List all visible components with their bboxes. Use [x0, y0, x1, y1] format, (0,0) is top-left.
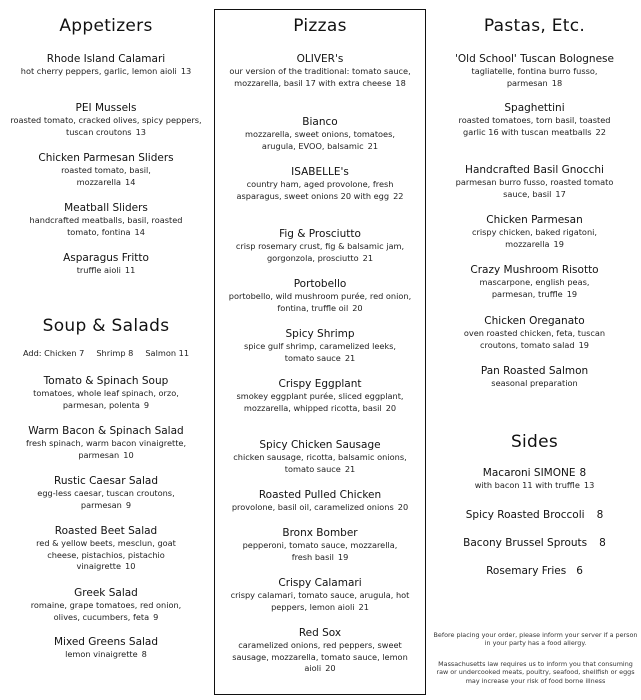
item-name: Greek Salad — [74, 587, 138, 599]
item-price: 19 — [566, 288, 578, 299]
item-price: 19 — [337, 551, 349, 562]
menu-item — [0, 53, 212, 78]
menu-item — [215, 527, 425, 563]
menu-item — [215, 439, 425, 475]
pizzas-heading: Pizzas — [293, 16, 347, 36]
item-name: Chicken Parmesan — [486, 214, 583, 226]
item-price: 19 — [578, 339, 589, 350]
item-price: 14 — [124, 176, 136, 187]
item-name: Red Sox — [298, 627, 342, 639]
item-price: 8 — [141, 649, 147, 659]
item-price: 18 — [395, 77, 406, 88]
menu-item — [0, 202, 212, 238]
appetizers-heading: Appetizers — [59, 16, 153, 36]
menu-item — [428, 102, 641, 138]
item-description: romaine, grape tomatoes, red onion, olives, cucumbers, feta 9 — [30, 600, 182, 622]
item-price: 21 — [344, 352, 356, 363]
menu-item — [428, 365, 641, 390]
pizzas-column — [214, 9, 426, 695]
item-description: crispy chicken, baked rigatoni, mozzarella 19 — [471, 227, 598, 249]
item-description: chicken sausage, ricotta, balsamic onions, tomato sauce 21 — [233, 452, 407, 474]
item-price: 21 — [344, 463, 356, 474]
menu-item — [215, 228, 425, 264]
item-description: provolone, basil oil, caramelized onions 20 — [231, 502, 409, 512]
item-description: country ham, aged provolone, fresh asparagus, sweet onions 20 with egg 22 — [236, 179, 404, 201]
salad-addons — [0, 348, 212, 358]
item-name: Handcrafted Basil Gnocchi — [465, 164, 604, 176]
item-description: seasonal preparation — [491, 378, 578, 388]
item-price: 22 — [595, 126, 606, 137]
item-name: ISABELLE's — [291, 166, 349, 178]
allergy-notice: Before placing your order, please inform your server if a person in your party has a food allergy. — [433, 631, 638, 648]
item-description: egg-less caesar, tuscan croutons, parmesan 9 — [37, 488, 175, 510]
item-price: 21 — [358, 601, 369, 612]
item-price: 21 — [362, 252, 374, 263]
item-price: 14 — [134, 226, 145, 237]
menu-item — [0, 152, 212, 188]
item-name: Spicy Shrimp — [285, 328, 355, 340]
menu-item — [215, 53, 425, 89]
menu-item — [215, 116, 425, 152]
sides-heading: Sides — [510, 432, 559, 452]
item-description: lemon vinaigrette 8 — [65, 649, 147, 659]
item-name: Asparagus Fritto — [63, 252, 149, 264]
item-description: hot cherry peppers, garlic, lemon aioli 13 — [20, 66, 192, 76]
menu-item — [0, 252, 212, 277]
item-description: red & yellow beets, mesclun, goat cheese, pistachios, pistachio vinaigrette 10 — [36, 538, 176, 571]
item-name: Bronx Bomber — [282, 527, 358, 539]
menu-item — [0, 587, 212, 623]
item-name: Tomato & Spinach Soup — [43, 375, 169, 387]
menu-item — [0, 102, 212, 138]
item-name: Mixed Greens Salad — [53, 636, 159, 648]
item-name: OLIVER's — [296, 53, 344, 65]
item-name: Bianco — [302, 116, 338, 128]
item-description: roasted tomato, basil, mozzarella 14 — [61, 165, 151, 187]
menu-item — [0, 636, 212, 661]
pastas-heading: Pastas, Etc. — [483, 16, 586, 36]
menu-item — [428, 164, 641, 200]
item-price: 9 — [125, 499, 132, 510]
item-name: Spicy Roasted Broccoli 8 — [465, 509, 604, 521]
menu-item — [215, 166, 425, 202]
item-description: mascarpone, english peas, parmesan, truffle 19 — [479, 277, 590, 299]
item-price: 10 — [125, 561, 136, 571]
item-price: 20 — [385, 402, 397, 413]
item-name: Rosemary Fries 6 — [486, 565, 583, 577]
item-description: portobello, wild mushroom purée, red onion, fontina, truffle oil 20 — [228, 291, 412, 313]
menu-item — [428, 565, 641, 578]
item-name: Chicken Oreganato — [484, 315, 585, 327]
item-price: 13 — [180, 66, 192, 76]
item-description: spice gulf shrimp, caramelized leeks, tomato sauce 21 — [243, 341, 397, 363]
item-description: oven roasted chicken, feta, tuscan croutons, tomato salad 19 — [463, 328, 606, 350]
item-description: roasted tomato, cracked olives, spicy peppers, tuscan croutons 13 — [10, 115, 202, 137]
item-name: Bacony Brussel Sprouts 8 — [463, 537, 606, 549]
item-name: Spaghettini — [504, 102, 565, 114]
menu-item — [428, 537, 641, 550]
menu-item — [428, 214, 641, 250]
item-name: Rhode Island Calamari — [46, 53, 166, 65]
menu-item — [215, 278, 425, 314]
item-description: truffle aioli 11 — [76, 265, 136, 275]
food-safety-notice: Massachusetts law requires us to inform you that consuming raw or undercooked meats, poultry, seafood, shellfish or eggs may increase your risk of food borne illness — [436, 660, 635, 685]
item-name: Spicy Chicken Sausage — [259, 439, 381, 451]
item-price: 13 — [135, 126, 146, 137]
addon-shrimp: Shrimp 8 — [96, 348, 134, 358]
item-price: 20 — [352, 302, 363, 313]
item-price: 9 — [143, 399, 150, 410]
menu-item — [215, 489, 425, 514]
item-description: crispy calamari, tomato sauce, arugula, hot peppers, lemon aioli 21 — [230, 590, 410, 612]
menu-item — [215, 328, 425, 364]
item-description: tomatoes, whole leaf spinach, orzo, parmesan, polenta 9 — [33, 388, 179, 410]
item-description: parmesan burro fusso, roasted tomato sauce, basil 17 — [455, 177, 614, 199]
item-name: Warm Bacon & Spinach Salad — [28, 425, 184, 437]
menu-item — [0, 475, 212, 511]
item-price: 20 — [325, 663, 336, 673]
menu-item — [0, 375, 212, 411]
item-name: Pan Roasted Salmon — [480, 365, 589, 377]
item-name: Rustic Caesar Salad — [54, 475, 158, 487]
item-price: 20 — [397, 502, 409, 512]
item-description: pepperoni, tomato sauce, mozzarella, fresh basil 19 — [242, 540, 398, 562]
item-price: 8 — [596, 509, 604, 521]
item-description: caramelized onions, red peppers, sweet sausage, mozzarella, tomato sauce, lemon aioli 20 — [232, 640, 408, 673]
menu-item — [0, 425, 212, 461]
menu-item — [215, 627, 425, 675]
item-description: mozzarella, sweet onions, tomatoes, arugula, EVOO, balsamic 21 — [245, 129, 395, 151]
item-name: Roasted Pulled Chicken — [258, 489, 382, 501]
item-price: 22 — [393, 190, 404, 201]
item-name: Crazy Mushroom Risotto — [470, 264, 599, 276]
item-name: Crispy Eggplant — [278, 378, 362, 390]
item-name: Crispy Calamari — [278, 577, 362, 589]
menu-item — [428, 53, 641, 89]
item-description: with bacon 11 with truffle 13 — [474, 480, 595, 490]
item-name: Roasted Beet Salad — [54, 525, 158, 537]
item-name: Meatball Sliders — [64, 202, 148, 214]
soup-salads-heading: Soup & Salads — [42, 316, 170, 336]
item-price: 6 — [576, 565, 583, 577]
menu-item — [428, 315, 641, 351]
item-price: 9 — [153, 611, 159, 622]
item-price: 10 — [123, 449, 134, 460]
item-price: 18 — [551, 77, 563, 88]
item-description: our version of the traditional: tomato sauce, mozzarella, basil 17 with extra cheese 18 — [229, 66, 411, 88]
menu-item — [0, 525, 212, 573]
item-description: smokey eggplant purée, sliced eggplant, mozzarella, whipped ricotta, basil 20 — [236, 391, 404, 413]
item-price: 19 — [553, 238, 564, 249]
item-description: tagliatelle, fontina burro fusso, parmesan 18 — [471, 66, 598, 88]
item-price: 8 — [599, 537, 606, 549]
menu-item — [215, 378, 425, 414]
item-name: Fig & Prosciutto — [279, 228, 361, 240]
item-price: 8 — [579, 467, 587, 479]
item-name: 'Old School' Tuscan Bolognese — [455, 53, 614, 65]
item-price: 17 — [555, 188, 566, 199]
menu-item — [428, 264, 641, 300]
item-description: crisp rosemary crust, fig & balsamic jam, gorgonzola, prosciutto 21 — [235, 241, 405, 263]
menu-item — [428, 509, 641, 522]
addon-chicken: Add: Chicken 7 — [22, 348, 85, 358]
item-name: Macaroni SIMONE 8 — [482, 467, 587, 479]
item-name: Portobello — [293, 278, 347, 290]
item-description: fresh spinach, warm bacon vinaigrette, parmesan 10 — [25, 438, 187, 460]
item-description: roasted tomatoes, torn basil, toasted garlic 16 with tuscan meatballs 22 — [458, 115, 611, 137]
item-price: 13 — [583, 480, 595, 490]
item-description: handcrafted meatballs, basil, roasted tomato, fontina 14 — [29, 215, 183, 237]
menu-item — [428, 467, 641, 492]
menu-item — [215, 577, 425, 613]
item-name: PEI Mussels — [75, 102, 137, 114]
addon-salmon: Salmon 11 — [145, 348, 190, 358]
item-name: Chicken Parmesan Sliders — [38, 152, 174, 164]
item-price: 11 — [124, 265, 136, 275]
item-price: 21 — [367, 140, 379, 151]
